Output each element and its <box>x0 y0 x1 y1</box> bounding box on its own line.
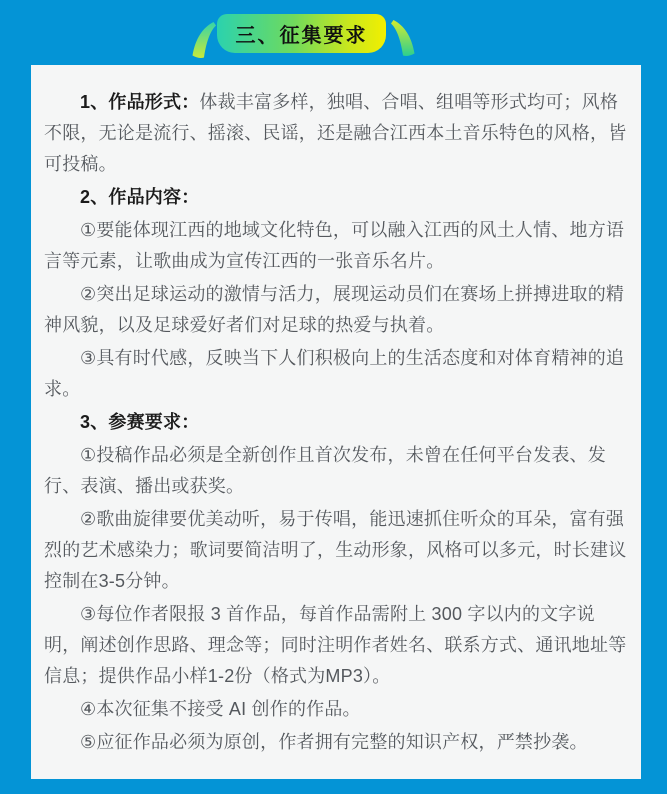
section-banner <box>0 0 667 65</box>
paragraph-heading: 1、作品形式： <box>80 92 200 112</box>
right-swoosh-icon <box>391 20 415 57</box>
paragraph-content-item-2 <box>44 279 628 341</box>
paragraph-text: ⑤应征作品必须为原创，作者拥有完整的知识产权，严禁抄袭。 <box>80 732 588 752</box>
paragraph-text: ④本次征集不接受 AI 创作的作品。 <box>80 699 361 719</box>
paragraph-text: ①投稿作品必须是全新创作且首次发布，未曾在任何平台发表、发行、表演、播出或获奖。 <box>44 445 606 496</box>
paragraph-text: ①要能体现江西的地域文化特色，可以融入江西的风土人情、地方语言等元素，让歌曲成为宣传江西的一张音乐名片。 <box>44 220 625 271</box>
paragraph-requirement-5 <box>44 727 628 758</box>
paragraph-requirement-4 <box>44 694 628 725</box>
paragraph-content-item-1 <box>44 215 628 277</box>
paragraph-text: ②突出足球运动的激情与活力，展现运动员们在赛场上拼搏进取的精神风貌，以及足球爱好者们对足球的热爱与执着。 <box>44 284 625 335</box>
paragraph-text: ③每位作者限报 3 首作品，每首作品需附上 300 字以内的文字说明，阐述创作思路、理念等；同时注明作者姓名、联系方式、通讯地址等信息；提供作品小样1-2份（格式为MP3）。 <box>44 604 627 686</box>
paragraph-heading: 3、参赛要求： <box>80 412 200 432</box>
paragraph-text: ③具有时代感，反映当下人们积极向上的生活态度和对体育精神的追求。 <box>44 348 625 399</box>
paragraph-text: 体裁丰富多样，独唱、合唱、组唱等形式均可；风格不限，无论是流行、摇滚、民谣，还是融合江西本土音乐特色的风格，皆可投稿。 <box>44 92 627 174</box>
paragraph-content-item-3 <box>44 343 628 405</box>
paragraph-requirement-2 <box>44 504 628 597</box>
left-swoosh-icon <box>192 22 216 59</box>
paragraph-work-form <box>44 87 628 180</box>
section-title-pill <box>217 14 386 53</box>
paragraph-requirement-1 <box>44 440 628 502</box>
section-title: 三、征集要求 <box>235 25 368 47</box>
paragraph-requirement-3 <box>44 599 628 692</box>
paragraph-work-content-heading <box>44 182 628 213</box>
paragraph-heading: 2、作品内容： <box>80 187 200 207</box>
paragraph-entry-requirements-heading <box>44 407 628 438</box>
paragraph-text: ②歌曲旋律要优美动听，易于传唱，能迅速抓住听众的耳朵，富有强烈的艺术感染力；歌词要简洁明了，生动形象，风格可以多元，时长建议控制在3-5分钟。 <box>44 509 627 591</box>
content-card <box>31 65 641 779</box>
